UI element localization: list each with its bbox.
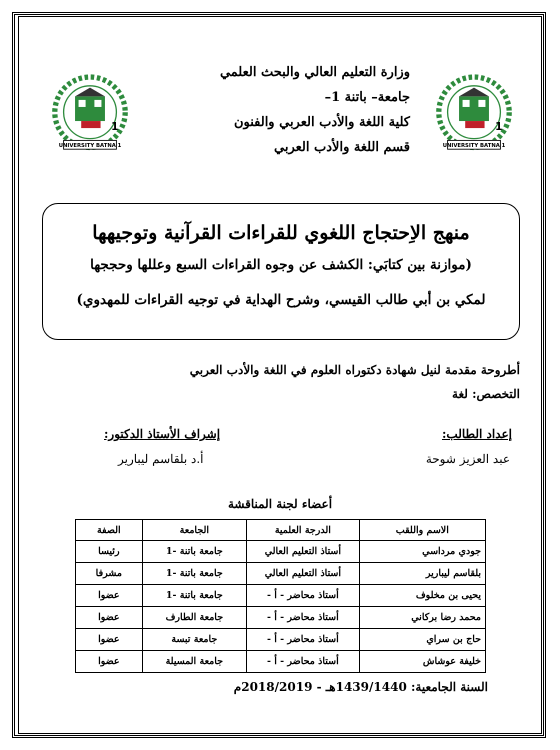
- university-logo-right: [430, 70, 518, 158]
- thesis-title-box: [42, 203, 520, 340]
- thesis-title: منهج الاِحتجاج اللغوي للقراءات القرآنية وتوجيهها: [92, 222, 470, 244]
- member-role: عضوا: [76, 585, 143, 607]
- table-row: [76, 607, 486, 629]
- member-name: يحيى بن مخلوف: [359, 585, 485, 607]
- academic-year: السنة الجامعية: 1439/1440هـ - 2018/2019م: [233, 680, 488, 694]
- table-row: [76, 541, 486, 563]
- member-university: جامعة باتنة -1: [142, 585, 246, 607]
- faculty-name: كلية اللغة والأدب العربي والفنون: [233, 115, 410, 130]
- member-name: محمد رضا بركاني: [359, 607, 485, 629]
- supervisor-label: إشراف الأستاذ الدكتور:: [104, 427, 221, 441]
- table-row: [76, 651, 486, 673]
- student-label: إعداد الطالب:: [441, 427, 512, 441]
- supervisor-name: أ.د بلقاسم ليبارير: [118, 452, 204, 466]
- member-name: خليفة عوشاش: [359, 651, 485, 673]
- thesis-subtitle-line-1: (موازنة بين كتابَي: الكشف عن وجوه القراءات السبع وعللها وحججها: [90, 257, 472, 273]
- member-role: عضوا: [76, 629, 143, 651]
- thesis-subtitle-line-2: لمكي بن أبي طالب القيسي، وشرح الهداية في توجيه القراءات للمهدوي): [76, 292, 486, 308]
- member-role: رئيسا: [76, 541, 143, 563]
- table-row: [76, 585, 486, 607]
- logo-caption-right: UNIVERSITY BATNA 1: [442, 143, 506, 149]
- ministry-name: وزارة التعليم العالي والبحث العلمي: [219, 65, 410, 80]
- committee-table: [75, 519, 486, 673]
- committee-title: أعضاء لجنة المناقشة: [227, 497, 333, 511]
- degree-statement: أطروحة مقدمة لنيل شهادة دكتوراه العلوم في اللغة والأدب العربي: [189, 363, 520, 377]
- header-university: الجامعة: [142, 520, 246, 541]
- header-name: الاسم واللقب: [359, 520, 485, 541]
- member-rank: أستاذ محاضر - أ -: [247, 585, 360, 607]
- member-role: مشرفا: [76, 563, 143, 585]
- member-university: جامعة باتنة -1: [142, 563, 246, 585]
- specialty-line: التخصص: لغة: [452, 387, 520, 401]
- member-university: جامعة الطارف: [142, 607, 246, 629]
- header-rank: الدرجة العلمية: [247, 520, 360, 541]
- university-name: جامعة– باتنة 1–: [324, 90, 410, 105]
- member-university: جامعة تبسة: [142, 629, 246, 651]
- member-rank: أستاذ محاضر - أ -: [247, 651, 360, 673]
- header-role: الصفة: [76, 520, 143, 541]
- member-rank: أستاذ محاضر - أ -: [247, 607, 360, 629]
- student-name: عبد العزيز شوحة: [425, 452, 510, 466]
- logo-caption-left: UNIVERSITY BATNA 1: [58, 143, 122, 149]
- table-row: [76, 563, 486, 585]
- member-rank: أستاذ التعليم العالي: [247, 541, 360, 563]
- member-university: جامعة باتنة -1: [142, 541, 246, 563]
- member-name: حاج بن سراي: [359, 629, 485, 651]
- committee-header-row: [76, 520, 486, 541]
- member-rank: أستاذ التعليم العالي: [247, 563, 360, 585]
- university-logo-left: [46, 70, 134, 158]
- logo-number-right: 1: [495, 120, 503, 133]
- institution-header: [140, 60, 410, 160]
- table-row: [76, 629, 486, 651]
- member-university: جامعة المسيلة: [142, 651, 246, 673]
- member-role: عضوا: [76, 651, 143, 673]
- thesis-description: [40, 358, 520, 406]
- department-name: قسم اللغة والأدب العربي: [274, 140, 410, 155]
- member-role: عضوا: [76, 607, 143, 629]
- member-name: بلقاسم ليبارير: [359, 563, 485, 585]
- member-name: جودي مرداسي: [359, 541, 485, 563]
- member-rank: أستاذ محاضر - أ -: [247, 629, 360, 651]
- logo-number-left: 1: [111, 120, 119, 133]
